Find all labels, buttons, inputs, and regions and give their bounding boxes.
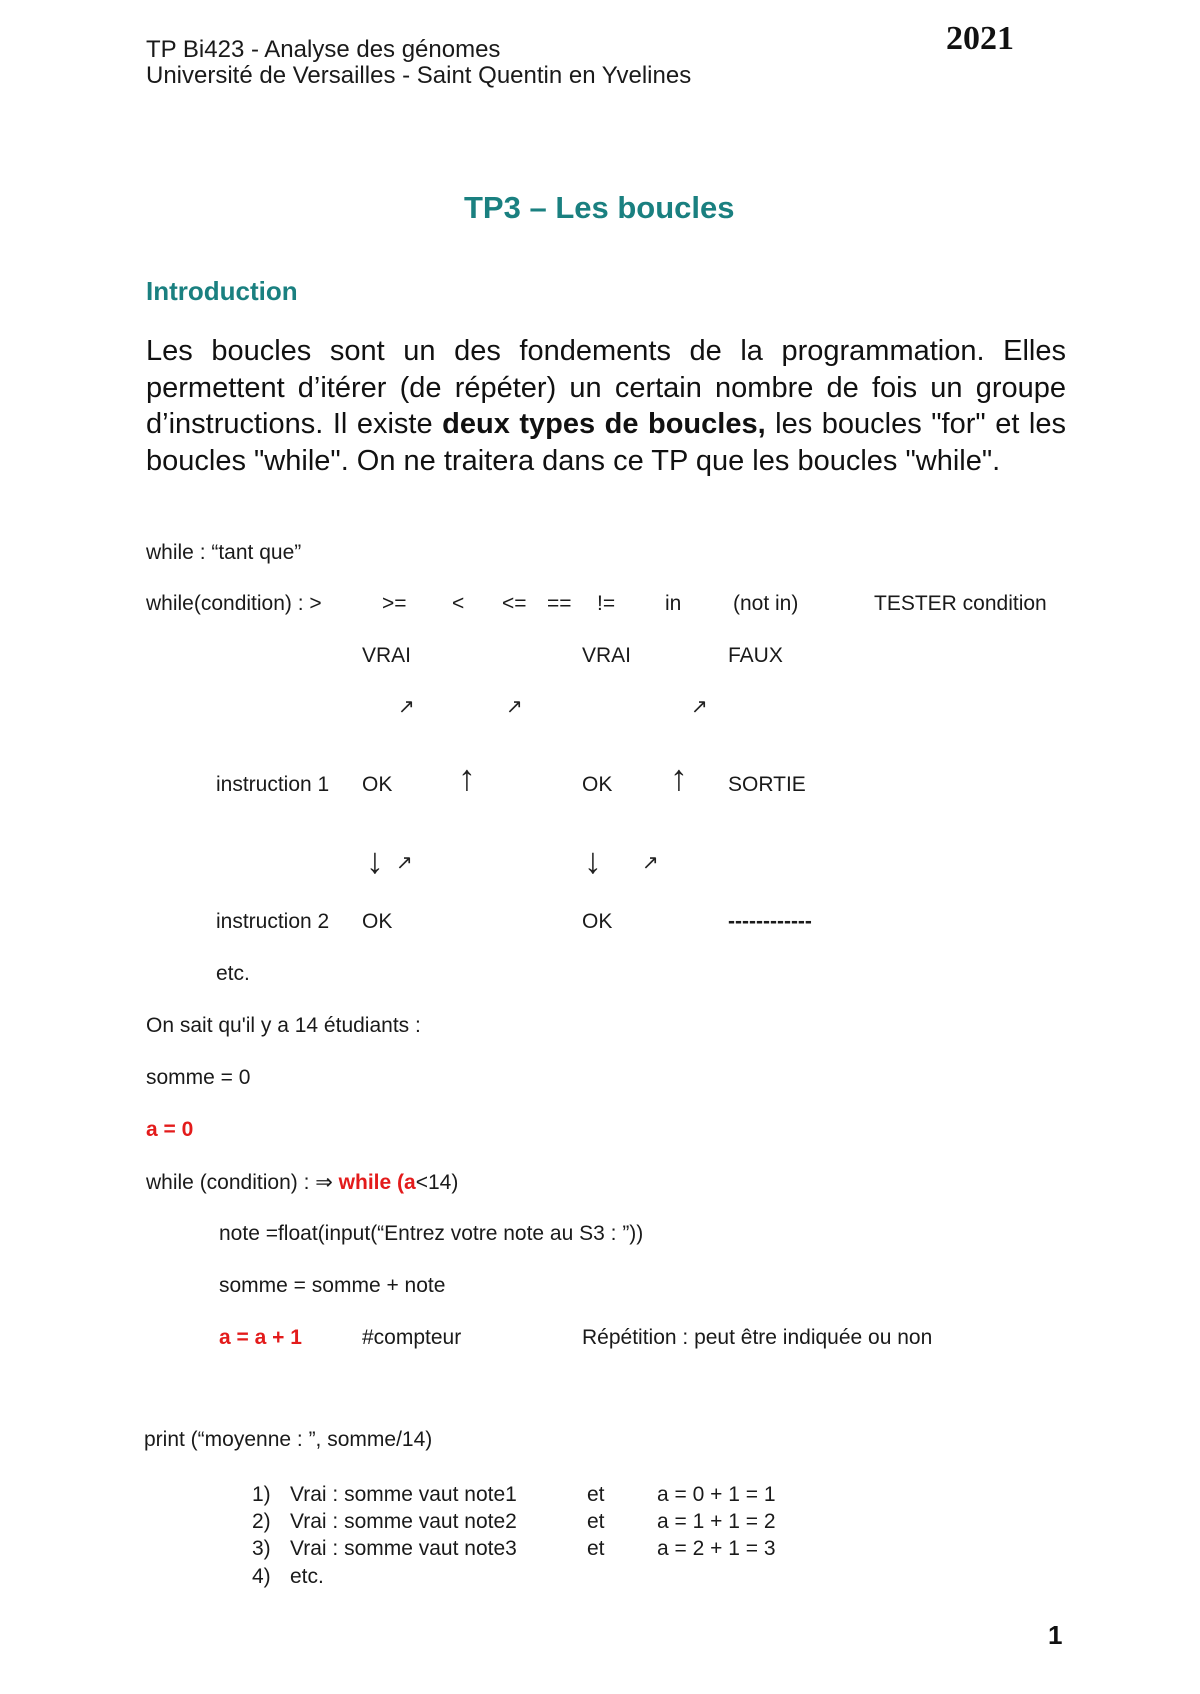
header-university: Université de Versailles - Saint Quentin en Yvelines	[146, 62, 692, 89]
vrai-label-1: VRAI	[362, 644, 412, 667]
diagonal-arrow-icon: ↗	[398, 696, 415, 718]
list-item	[252, 1510, 776, 1534]
down-arrow-icon: ↓	[584, 840, 602, 881]
list-item	[252, 1537, 776, 1561]
while-keyword: while (a	[338, 1171, 416, 1194]
ok-label: OK	[362, 773, 393, 796]
operator-ne: !=	[597, 592, 616, 615]
while-label: while (condition) : ⇒	[146, 1171, 339, 1194]
diagonal-arrow-icon: ↗	[506, 696, 523, 718]
list-number: 3)	[252, 1537, 271, 1560]
operator-not-in: (not in)	[733, 592, 799, 615]
list-text: Vrai : somme vaut note2	[290, 1510, 517, 1533]
print-line: print (“moyenne : ”, somme/14)	[144, 1428, 433, 1451]
page-title: TP3 – Les boucles	[464, 190, 735, 225]
list-et: et	[587, 1510, 605, 1533]
compteur-comment: #compteur	[362, 1326, 462, 1349]
header-year: 2021	[946, 20, 1014, 57]
intro-bold: deux types de boucles,	[442, 408, 766, 440]
repetition-note: Répétition : peut être indiquée ou non	[582, 1326, 933, 1349]
ok-label: OK	[362, 910, 393, 933]
students-line: On sait qu'il y a 14 étudiants :	[146, 1014, 421, 1037]
list-text: Vrai : somme vaut note3	[290, 1537, 517, 1560]
section-heading-introduction: Introduction	[146, 276, 298, 306]
a-increment: a = a + 1	[219, 1326, 302, 1349]
faux-label: FAUX	[728, 644, 783, 667]
operator-le: <=	[502, 592, 527, 615]
list-equation: a = 0 + 1 = 1	[657, 1483, 776, 1506]
operator-lt: <	[452, 592, 465, 615]
while-line	[146, 1170, 458, 1195]
somme-line: somme = somme + note	[219, 1274, 446, 1297]
diagonal-arrow-icon: ↗	[691, 696, 708, 718]
vrai-label-2: VRAI	[582, 644, 632, 667]
intro-text-1: Les boucles sont un des fondements de la programmation. Elles permettent d’itérer (de répéter) un certain nombre de fois un groupe d’instructions. Il existe	[146, 335, 1066, 440]
list-et: et	[587, 1537, 605, 1560]
list-equation: a = 1 + 1 = 2	[657, 1510, 776, 1533]
operator-eq: ==	[547, 592, 572, 615]
up-arrow-icon: ↑	[458, 757, 476, 798]
instruction-1-label: instruction 1	[216, 773, 330, 796]
condition-label: while(condition) : >	[146, 592, 322, 615]
header-course: TP Bi423 - Analyse des génomes	[146, 36, 501, 63]
list-number: 4)	[252, 1565, 271, 1588]
etc-label: etc.	[216, 962, 250, 985]
list-equation: a = 2 + 1 = 3	[657, 1537, 776, 1560]
while-definition: while : “tant que”	[146, 541, 302, 564]
somme-init: somme = 0	[146, 1066, 251, 1089]
instruction-2-label: instruction 2	[216, 910, 330, 933]
list-et: et	[587, 1483, 605, 1506]
intro-text-2: les boucles "for" et les boucles "while". On ne traitera dans ce TP que les boucles "while".	[146, 408, 1066, 477]
operator-ge: >=	[382, 592, 407, 615]
tester-condition: TESTER condition	[874, 592, 1047, 615]
ok-label: OK	[582, 773, 613, 796]
list-number: 1)	[252, 1483, 271, 1506]
a-init: a = 0	[146, 1118, 194, 1141]
down-arrow-icon: ↓	[366, 840, 384, 881]
list-item	[252, 1565, 324, 1589]
intro-paragraph	[146, 333, 1066, 479]
list-item	[252, 1483, 776, 1507]
ok-label: OK	[582, 910, 613, 933]
list-number: 2)	[252, 1510, 271, 1533]
list-text: etc.	[290, 1565, 324, 1588]
diagonal-arrow-icon: ↗	[642, 852, 659, 874]
list-text: Vrai : somme vaut note1	[290, 1483, 517, 1506]
sortie-label: SORTIE	[728, 773, 806, 796]
page-number: 1	[1048, 1620, 1063, 1650]
dashes: ------------	[728, 910, 812, 933]
up-arrow-icon: ↑	[670, 757, 688, 798]
operator-in: in	[665, 592, 682, 615]
diagonal-arrow-icon: ↗	[396, 852, 413, 874]
note-line: note =float(input(“Entrez votre note au S3 : ”))	[219, 1222, 644, 1245]
while-rest: <14)	[415, 1171, 459, 1194]
